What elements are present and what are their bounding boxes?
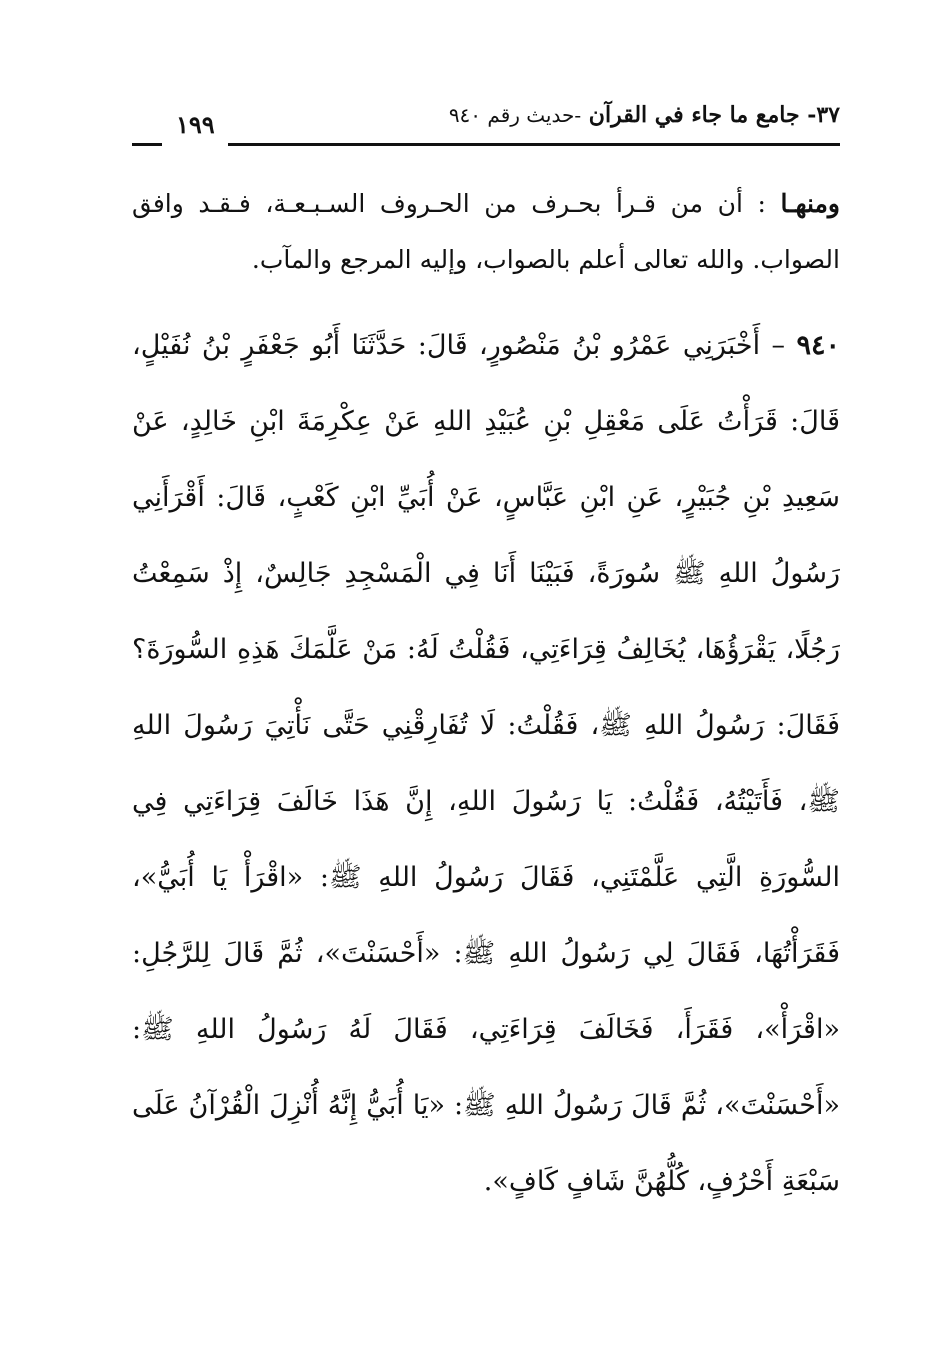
chapter-name: ٣٧- جامع ما جاء في القرآن (588, 102, 840, 128)
intro-lead: ومنهـا (780, 189, 840, 218)
page-body (132, 176, 840, 1220)
intro-text: : أن من قـرأ بحـرف من الحـروف السـبـعـة، فـقـد وافق الصواب. والله تعالى أعلم بالصواب، وإليه المرجع والمآب. (132, 189, 840, 274)
page-number-dash (132, 143, 162, 146)
chapter-title (449, 102, 840, 128)
hadith-reference: -حديث رقم ٩٤٠ (448, 103, 582, 127)
hadith-text: – أَخْبَرَنِي عَمْرُو بْنُ مَنْصُورٍ، قَالَ: حَدَّثَنَا أَبُو جَعْفَرٍ بْنُ نُفَيْلٍ، قَالَ: قَرَأْتُ عَلَى مَعْقِلِ بْنِ عُبَيْدِ اللهِ عَنْ عِكْرِمَةَ ابْنِ خَالِدٍ، عَنْ سَعِيدِ بْنِ جُبَيْرٍ، عَنِ ابْنِ عَبَّاسٍ، عَنْ أُبَيِّ ابْنِ كَعْبٍ، قَالَ: أَقْرَأَنِي رَسُولُ اللهِ ﷺ سُورَةً، فَبَيْنَا أَنَا فِي الْمَسْجِدِ جَالِسٌ، إِذْ سَمِعْتُ رَجُلًا، يَقْرَؤُهَا، يُخَالِفُ قِرَاءَتِي، فَقُلْتُ لَهُ: مَنْ عَلَّمَكَ هَذِهِ السُّورَةَ؟ فَقَالَ: رَسُولُ اللهِ ﷺ، فَقُلْتُ: لَا تُفَارِقْنِي حَتَّى نَأْتِيَ رَسُولَ اللهِ ﷺ، فَأَتَيْتُهُ، فَقُلْتُ: يَا رَسُولَ اللهِ، إِنَّ هَذَا خَالَفَ قِرَاءَتِي فِي السُّورَةِ الَّتِي عَلَّمْتَنِي، فَقَالَ رَسُولُ اللهِ ﷺ: «اقْرَأْ يَا أُبَيُّ»، فَقَرَأْتُهَا، فَقَالَ لِي رَسُولُ اللهِ ﷺ: «أَحْسَنْتَ»، ثُمَّ قَالَ لِلرَّجُلِ: «اقْرَأْ»، فَقَرَأَ، فَخَالَفَ قِرَاءَتِي، فَقَالَ لَهُ رَسُولُ اللهِ ﷺ: «أَحْسَنْتَ»، ثُمَّ قَالَ رَسُولُ اللهِ ﷺ: «يَا أُبَيُّ إِنَّهُ أُنْزِلَ الْقُرْآنُ عَلَى سَبْعَةِ أَحْرُفٍ، كُلُّهُنَّ شَافٍ كَافٍ». (132, 330, 840, 1197)
header-rule (228, 143, 840, 146)
hadith-number: ٩٤٠ (796, 330, 840, 361)
hadith-paragraph (132, 308, 840, 1220)
running-header (132, 96, 840, 148)
page-number: ١٩٩ (176, 110, 215, 139)
intro-paragraph (132, 176, 840, 288)
